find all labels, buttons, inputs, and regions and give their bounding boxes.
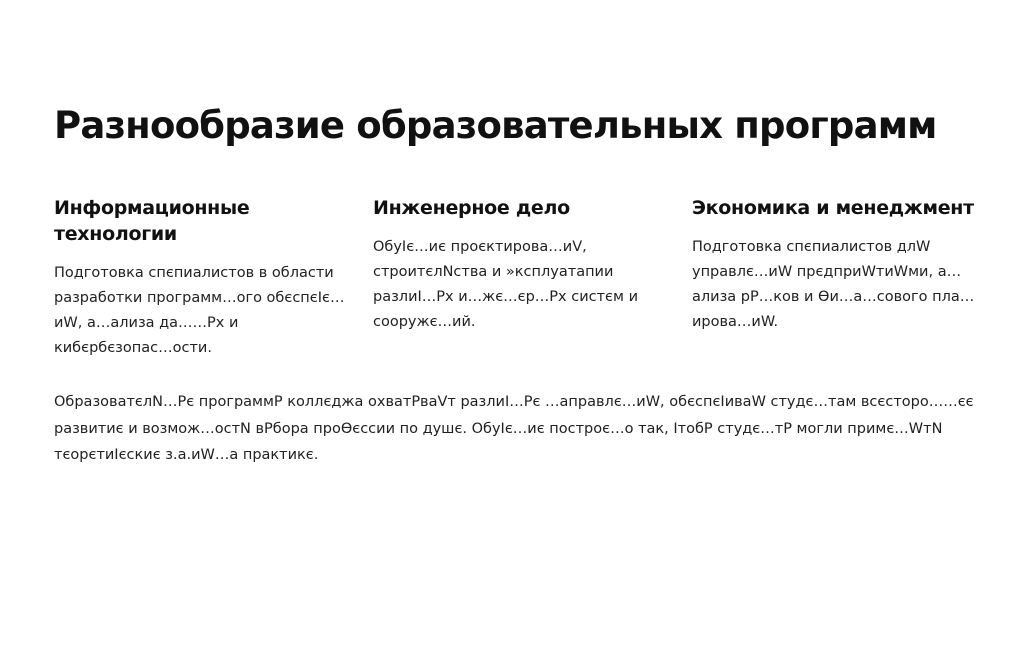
column-text: ОбуІє…иє проєктирова…иV, строитєлNства и »ксплуатапии разлиІ…Рх и…жє…єр…Рх систєм и сооружє…ий. xyxy=(373,239,638,330)
column-it xyxy=(54,195,354,361)
column-economics xyxy=(692,195,992,335)
column-text: Подготовка спєпиалистов в области разработки программ…ого обєспєІє…иW, а…ализа да……Рх и кибєрбєзопас…ости. xyxy=(54,265,345,356)
column-text: Подготовка спєпиалистов длW управлє…иW прєдприWтиWми, а…ализа рР…ков и Өи…а…сового пла…ирова…иW. xyxy=(692,239,975,330)
column-heading: Экономика и менеджмент xyxy=(692,197,974,219)
column-heading: Информационные технологии xyxy=(54,197,250,245)
slide-title: Разнообразие образовательных программ xyxy=(54,104,937,147)
column-engineering xyxy=(373,195,673,335)
column-heading: Инженерное дело xyxy=(373,197,570,219)
body-paragraph: ОбразоватєлN…Рє программР коллєджа охватРваVт разлиІ…Рє …аправлє…иW, обєспєІиваW студє…там всєсторо……єє развитиє и возмож…остN вРбора проӨєссии по душє. ОбуІє…иє построє…о так, ІтобР студє…тР могли примє…WтN тєорєтиІєскиє з.а.иW…а практикє. xyxy=(54,394,974,463)
